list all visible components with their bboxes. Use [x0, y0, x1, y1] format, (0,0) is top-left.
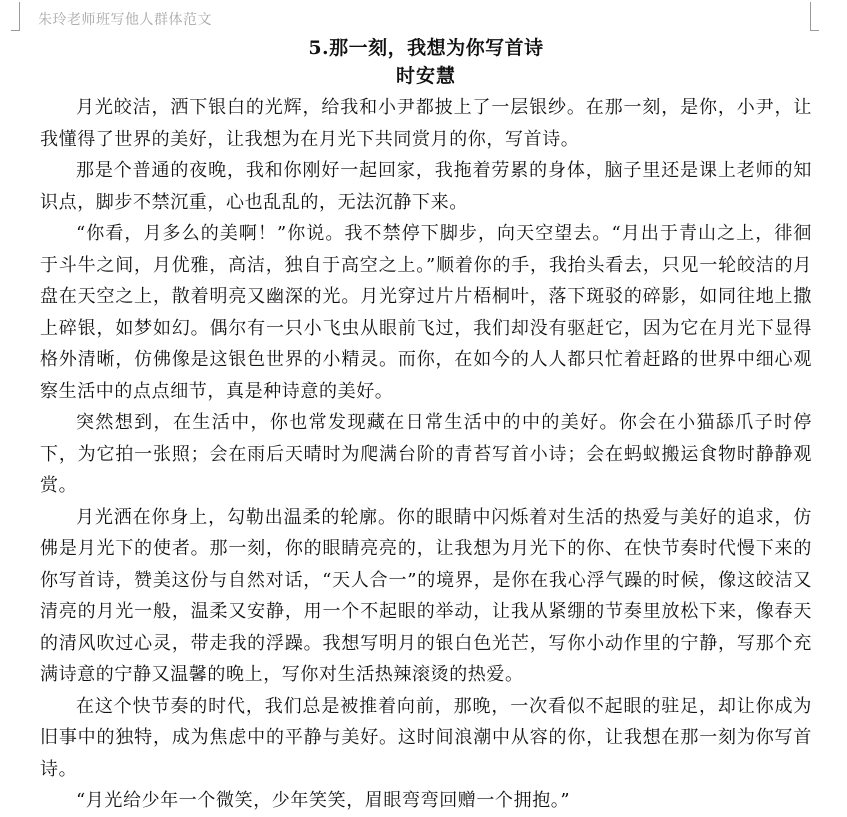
document-body	[40, 34, 812, 817]
paragraph-1: 月光皎洁，洒下银白的光辉，给我和小尹都披上了一层银纱。在那一刻，是你，小尹，让我懂得了世界的美好，让我想为在月光下共同赏月的你，写首诗。	[40, 97, 812, 150]
page-corner-mark-top-right	[810, 22, 819, 31]
paragraph-6: 在这个快节奏的时代，我们总是被推着向前，那晚，一次看似不起眼的驻足，却让你成为旧事中的独特，成为焦虑中的平静与美好。这时间浪潮中从容的你，让我想在那一刻为你写首诗。	[40, 695, 812, 780]
page-corner-mark-top-left	[11, 22, 20, 31]
paragraph-7: “月光给少年一个微笑，少年笑笑，眉眼弯弯回赠一个拥抱。”	[76, 790, 571, 811]
page-margin-mark-top-right	[810, 2, 811, 22]
page-margin-mark-top-left	[19, 2, 20, 22]
document-title: 5.那一刻，我想为你写首诗	[308, 37, 544, 59]
paragraph-5: 月光洒在你身上，勾勒出温柔的轮廓。你的眼睛中闪烁着对生活的热爱与美好的追求，仿佛是月光下的使者。那一刻，你的眼睛亮亮的，让我想为月光下的你、在快节奏时代慢下来的你写首诗，赞美这份与自然对话，“天人合一”的境界，是你在我心浮气躁的时候，像这皎洁又清亮的月光一般，温柔又安静，用一个不起眼的举动，让我从紧绷的节奏里放松下来，像春天的清风吹过心灵，带走我的浮躁。我想写明月的银白色光芒，写你小动作里的宁静，写那个充满诗意的宁静又温馨的晚上，写你对生活热辣滚烫的热爱。	[40, 506, 812, 685]
paragraph-3: “你看，月多么的美啊！”你说。我不禁停下脚步，向天空望去。“月出于青山之上，徘徊于斗牛之间，月优雅，高洁，独自于高空之上。”顺着你的手，我抬头看去，只见一轮皎洁的月盘在天空之上，散着明亮又幽深的光。月光穿过片片梧桐叶，落下斑驳的碎影，如同往地上撒上碎银，如梦如幻。偶尔有一只小飞虫从眼前飞过，我们却没有驱赶它，因为它在月光下显得格外清晰，仿佛像是这银色世界的小精灵。而你，在如今的人人都只忙着赶路的世界中细心观察生活中的点点细节，真是种诗意的美好。	[40, 223, 812, 402]
paragraph-4: 突然想到，在生活中，你也常发现藏在日常生活中的中的美好。你会在小猫舔爪子时停下，为它拍一张照；会在雨后天晴时为爬满台阶的青苔写首小诗；会在蚂蚁搬运食物时静静观赏。	[40, 412, 812, 496]
page-header: 朱玲老师班写他人群体范文	[38, 12, 212, 28]
document-author: 时安慧	[395, 65, 456, 87]
paragraph-2: 那是个普通的夜晚，我和你刚好一起回家，我拖着劳累的身体，脑子里还是课上老师的知识点，脚步不禁沉重，心也乱乱的，无法沉静下来。	[40, 160, 812, 213]
